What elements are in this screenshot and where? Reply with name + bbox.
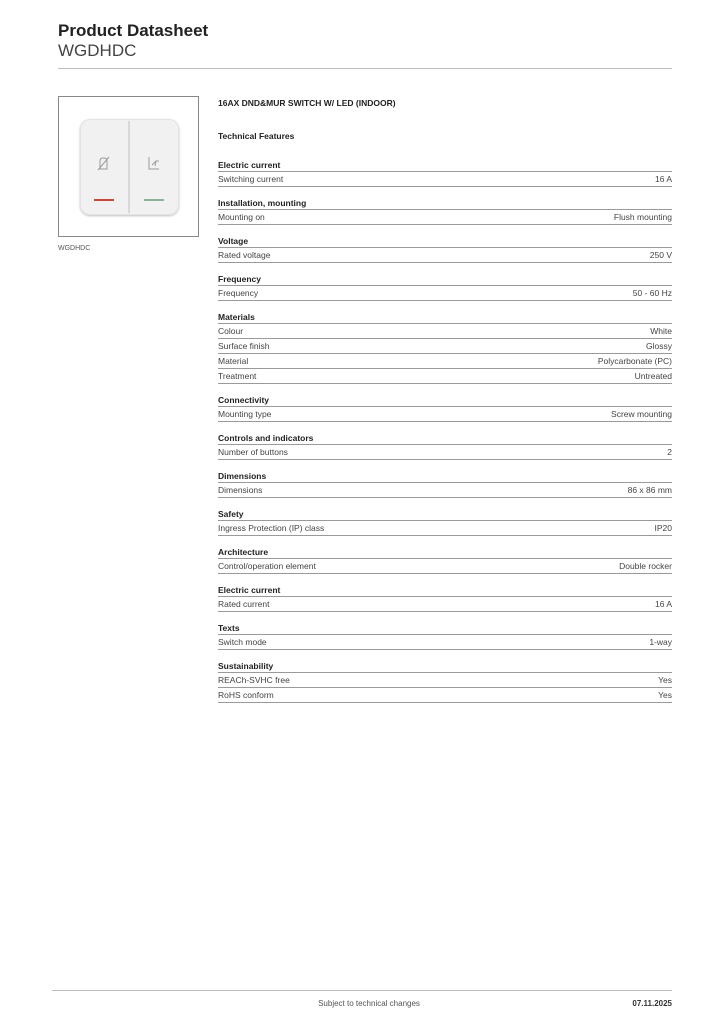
- spec-row: [218, 558, 672, 574]
- spec-group-title: Materials: [218, 312, 255, 322]
- spec-rows: [218, 171, 672, 187]
- spec-group-title: Sustainability: [218, 661, 274, 671]
- spec-group-title: Installation, mounting: [218, 198, 307, 208]
- spec-rows: [218, 323, 672, 384]
- spec-group: [218, 159, 672, 187]
- spec-value: Yes: [658, 690, 672, 700]
- make-up-room-icon: [144, 155, 164, 173]
- spec-group-title: Dimensions: [218, 471, 267, 481]
- spec-rows: [218, 520, 672, 536]
- spec-label: Frequency: [218, 288, 259, 298]
- spec-row: [218, 353, 672, 368]
- spec-group-title: Electric current: [218, 585, 281, 595]
- spec-value: Yes: [658, 675, 672, 685]
- spec-value: Polycarbonate (PC): [597, 356, 672, 366]
- spec-rows: [218, 558, 672, 574]
- spec-group: [218, 622, 672, 650]
- spec-value: 86 x 86 mm: [627, 485, 672, 495]
- document-title: Product Datasheet: [58, 21, 209, 40]
- spec-row: [218, 672, 672, 687]
- page-header: [58, 20, 208, 61]
- spec-group: [218, 470, 672, 498]
- spec-label: Material: [218, 356, 249, 366]
- spec-value: White: [650, 326, 672, 336]
- spec-value: Untreated: [634, 371, 672, 381]
- spec-label: Mounting type: [218, 409, 272, 419]
- spec-label: Rated voltage: [218, 250, 271, 260]
- spec-row: [218, 634, 672, 650]
- spec-label: RoHS conform: [218, 690, 274, 700]
- do-not-disturb-icon: [94, 155, 114, 173]
- spec-value: Glossy: [646, 341, 672, 351]
- switch-plate-image: [80, 119, 179, 215]
- spec-value: 16 A: [654, 599, 672, 609]
- spec-value: 250 V: [649, 250, 672, 260]
- spec-rows: [218, 482, 672, 498]
- spec-label: Ingress Protection (IP) class: [218, 523, 325, 533]
- spec-row: [218, 482, 672, 498]
- spec-label: Switch mode: [218, 637, 267, 647]
- spec-rows: [218, 634, 672, 650]
- spec-row: [218, 687, 672, 703]
- spec-groups: [218, 159, 672, 703]
- section-title: Technical Features: [218, 131, 295, 141]
- spec-value: Flush mounting: [613, 212, 672, 222]
- spec-row: [218, 368, 672, 384]
- spec-value: 50 - 60 Hz: [632, 288, 672, 298]
- spec-row: [218, 247, 672, 263]
- spec-value: 2: [667, 447, 672, 457]
- spec-value: Double rocker: [619, 561, 672, 571]
- spec-value: 16 A: [654, 174, 672, 184]
- footer-note: Subject to technical changes: [318, 999, 420, 1008]
- spec-rows: [218, 209, 672, 225]
- spec-label: Rated current: [218, 599, 270, 609]
- spec-rows: [218, 672, 672, 703]
- spec-row: [218, 520, 672, 536]
- image-caption: WGDHDC: [58, 245, 91, 252]
- spec-group-title: Electric current: [218, 160, 281, 170]
- spec-rows: [218, 406, 672, 422]
- spec-row: [218, 406, 672, 422]
- spec-label: REACh-SVHC free: [218, 675, 290, 685]
- spec-value: Screw mounting: [611, 409, 672, 419]
- spec-group: [218, 394, 672, 422]
- green-led-indicator: [144, 199, 164, 201]
- spec-content: [218, 96, 672, 713]
- spec-group: [218, 546, 672, 574]
- spec-group-title: Voltage: [218, 236, 249, 246]
- left-rocker: [80, 119, 128, 215]
- product-name: 16AX DND&MUR SWITCH W/ LED (INDOOR): [218, 98, 396, 108]
- spec-group: [218, 432, 672, 460]
- spec-row: [218, 338, 672, 353]
- product-code: WGDHDC: [58, 41, 137, 60]
- spec-group-title: Controls and indicators: [218, 433, 314, 443]
- spec-value: 1-way: [649, 637, 672, 647]
- spec-label: Mounting on: [218, 212, 265, 222]
- spec-label: Surface finish: [218, 341, 270, 351]
- spec-group-title: Safety: [218, 509, 244, 519]
- spec-group: [218, 311, 672, 384]
- spec-group: [218, 235, 672, 263]
- spec-label: Switching current: [218, 174, 284, 184]
- spec-group: [218, 273, 672, 301]
- spec-row: [218, 285, 672, 301]
- red-led-indicator: [94, 199, 114, 201]
- footer-date: 07.11.2025: [632, 999, 672, 1008]
- spec-rows: [218, 285, 672, 301]
- right-rocker: [130, 119, 178, 215]
- spec-label: Colour: [218, 326, 244, 336]
- spec-group: [218, 584, 672, 612]
- spec-row: [218, 596, 672, 612]
- spec-group-title: Texts: [218, 623, 240, 633]
- header-divider: [58, 68, 672, 69]
- spec-row: [218, 209, 672, 225]
- spec-group-title: Architecture: [218, 547, 269, 557]
- spec-group: [218, 508, 672, 536]
- spec-rows: [218, 596, 672, 612]
- product-image-frame: [58, 96, 199, 237]
- spec-row: [218, 444, 672, 460]
- spec-row: [218, 323, 672, 338]
- spec-rows: [218, 444, 672, 460]
- spec-group: [218, 197, 672, 225]
- spec-label: Treatment: [218, 371, 257, 381]
- spec-group-title: Frequency: [218, 274, 261, 284]
- spec-value: IP20: [654, 523, 672, 533]
- spec-group: [218, 660, 672, 703]
- spec-label: Dimensions: [218, 485, 263, 495]
- footer-divider: [52, 990, 672, 991]
- spec-rows: [218, 247, 672, 263]
- spec-row: [218, 171, 672, 187]
- spec-label: Number of buttons: [218, 447, 288, 457]
- spec-group-title: Connectivity: [218, 395, 270, 405]
- spec-label: Control/operation element: [218, 561, 316, 571]
